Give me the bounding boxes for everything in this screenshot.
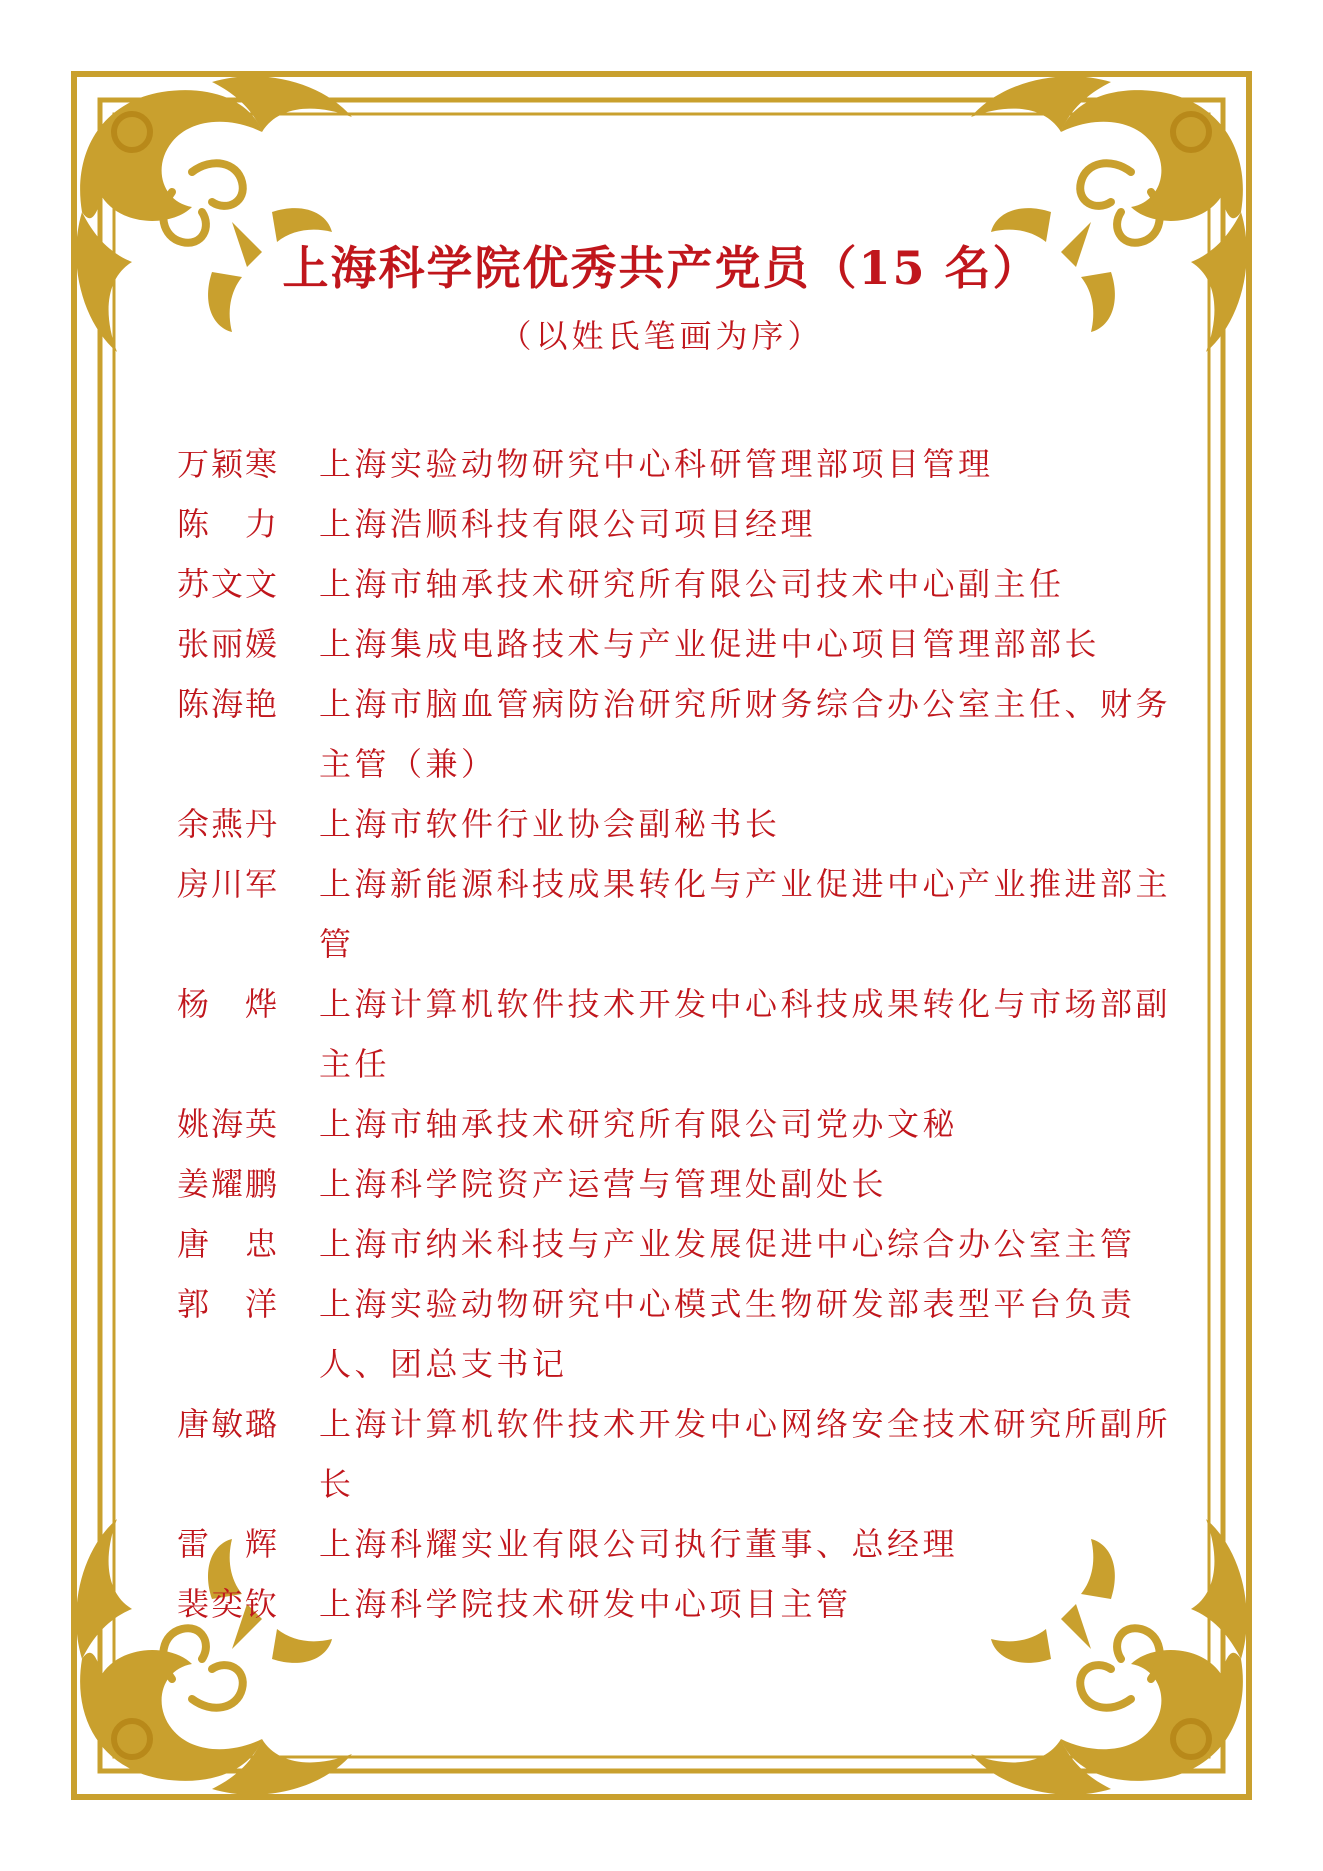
honoree-name: 唐 忠 bbox=[177, 1225, 280, 1263]
honoree-role: 上海实验动物研究中心科研管理部项目管理 bbox=[319, 445, 994, 483]
honoree-name: 姜耀鹏 bbox=[177, 1165, 280, 1203]
list-item bbox=[177, 554, 1177, 614]
honoree-role: 上海市轴承技术研究所有限公司技术中心副主任 bbox=[319, 565, 1065, 603]
honoree-list bbox=[177, 434, 1177, 1634]
list-item bbox=[177, 1154, 1177, 1214]
honoree-role: 上海市软件行业协会副秘书长 bbox=[319, 805, 781, 843]
honoree-role: 上海计算机软件技术开发中心科技成果转化与市场部副主任 bbox=[319, 985, 1172, 1083]
honoree-name: 裴奕钦 bbox=[177, 1585, 280, 1623]
honoree-name: 万颖寒 bbox=[177, 445, 280, 483]
honoree-role: 上海计算机软件技术开发中心网络安全技术研究所副所长 bbox=[319, 1405, 1172, 1503]
list-item bbox=[177, 1394, 1177, 1514]
honoree-name: 余燕丹 bbox=[177, 805, 280, 843]
honoree-name: 张丽媛 bbox=[177, 625, 280, 663]
honoree-role: 上海集成电路技术与产业促进中心项目管理部部长 bbox=[319, 625, 1101, 663]
list-item bbox=[177, 854, 1177, 974]
honoree-name: 陈海艳 bbox=[177, 685, 280, 723]
honoree-role: 上海浩顺科技有限公司项目经理 bbox=[319, 505, 817, 543]
honoree-name: 杨 烨 bbox=[177, 985, 280, 1023]
honoree-role: 上海市纳米科技与产业发展促进中心综合办公室主管 bbox=[319, 1225, 1136, 1263]
list-item bbox=[177, 1274, 1177, 1394]
honoree-role: 上海新能源科技成果转化与产业促进中心产业推进部主管 bbox=[319, 865, 1172, 963]
honoree-name: 唐敏璐 bbox=[177, 1405, 280, 1443]
honoree-role: 上海科耀实业有限公司执行董事、总经理 bbox=[319, 1525, 959, 1563]
page-subtitle: （以姓氏笔画为序） bbox=[499, 317, 824, 355]
list-item bbox=[177, 614, 1177, 674]
list-item bbox=[177, 674, 1177, 794]
page-title: 上海科学院优秀共产党员（15 名） bbox=[282, 241, 1041, 295]
honoree-name: 房川军 bbox=[177, 865, 280, 903]
list-item bbox=[177, 434, 1177, 494]
honoree-role: 上海市脑血管病防治研究所财务综合办公室主任、财务主管（兼） bbox=[319, 685, 1172, 783]
list-item bbox=[177, 1514, 1177, 1574]
honoree-name: 雷 辉 bbox=[177, 1525, 280, 1563]
honoree-role: 上海市轴承技术研究所有限公司党办文秘 bbox=[319, 1105, 959, 1143]
list-item bbox=[177, 1094, 1177, 1154]
list-item bbox=[177, 1214, 1177, 1274]
honoree-role: 上海科学院技术研发中心项目主管 bbox=[319, 1585, 852, 1623]
honoree-role: 上海科学院资产运营与管理处副处长 bbox=[319, 1165, 888, 1203]
list-item bbox=[177, 1574, 1177, 1634]
list-item bbox=[177, 794, 1177, 854]
honoree-name: 姚海英 bbox=[177, 1105, 280, 1143]
honoree-name: 苏文文 bbox=[177, 565, 280, 603]
honoree-name: 郭 洋 bbox=[177, 1285, 280, 1323]
list-item bbox=[177, 974, 1177, 1094]
list-item bbox=[177, 494, 1177, 554]
honoree-name: 陈 力 bbox=[177, 505, 280, 543]
honoree-role: 上海实验动物研究中心模式生物研发部表型平台负责人、团总支书记 bbox=[319, 1285, 1136, 1383]
